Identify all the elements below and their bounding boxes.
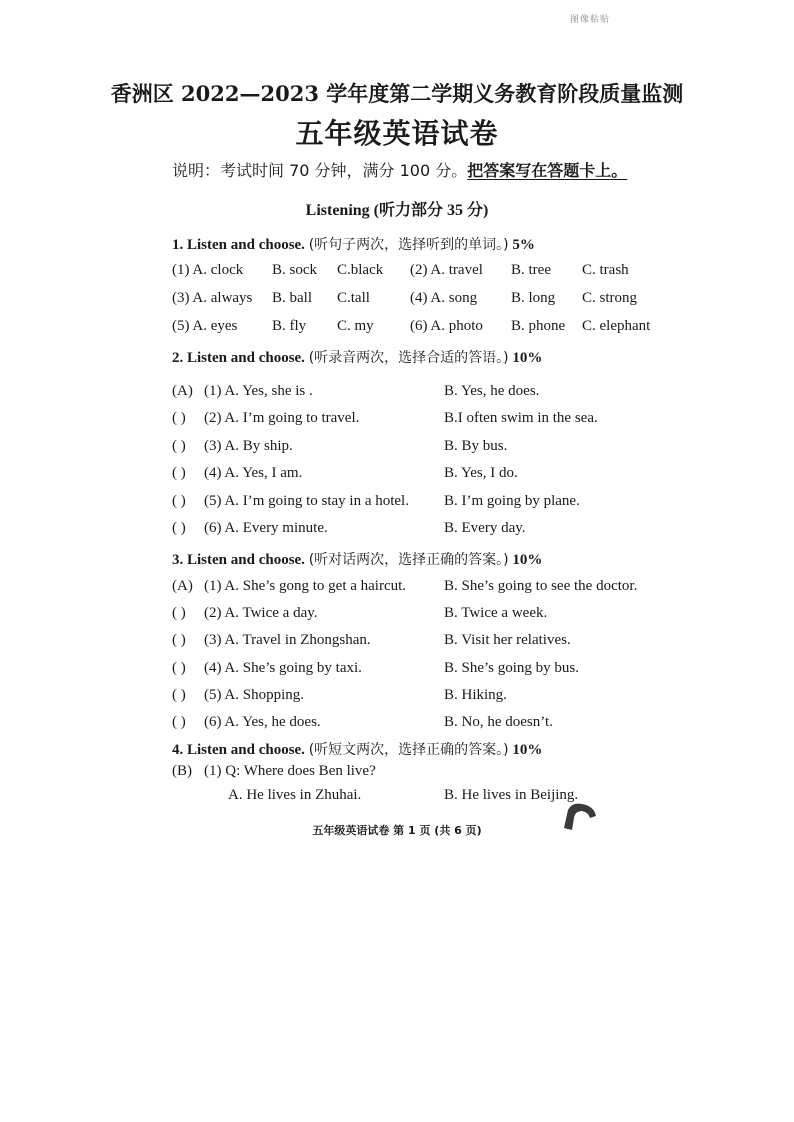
- option: B. ball: [272, 290, 312, 306]
- option: (2) A. travel: [410, 262, 483, 278]
- option: B. fly: [272, 318, 307, 334]
- choice-b: B. She’s going by bus.: [444, 660, 580, 676]
- page-footer: 五年级英语试卷 第 1 页 (共 6 页): [312, 824, 482, 837]
- choice-a: (5) A. Shopping.: [204, 687, 305, 703]
- answer-blank: ( ): [172, 465, 186, 481]
- q3-title-en: 3. Listen and choose.: [172, 552, 305, 568]
- q1-title-en: 1. Listen and choose.: [172, 237, 305, 253]
- q4-title: [172, 739, 542, 759]
- q3-title-cn: (听对话两次，选择正确的答案。): [308, 552, 509, 568]
- option: C.black: [337, 262, 384, 278]
- choice-a: (3) A. By ship.: [204, 438, 293, 454]
- q4-title-en: 4. Listen and choose.: [172, 742, 305, 758]
- choice-a: A. He lives in Zhuhai.: [228, 787, 362, 803]
- choice-a: (4) A. She’s going by taxi.: [204, 660, 362, 676]
- answer-blank: ( ): [172, 632, 186, 648]
- option: B. long: [511, 290, 556, 306]
- q1-title-cn: (听句子两次，选择听到的单词。): [308, 237, 509, 253]
- answer-blank: (A): [172, 578, 193, 594]
- option: (6) A. photo: [410, 318, 483, 334]
- choice-b: B. She’s going to see the doctor.: [444, 578, 638, 594]
- choice-b: B. Twice a week.: [444, 605, 548, 621]
- choice-a: (4) A. Yes, I am.: [204, 465, 303, 481]
- q2-points: 10%: [512, 350, 543, 366]
- choice-a: (3) A. Travel in Zhongshan.: [204, 632, 371, 648]
- choice-b: B. He lives in Beijing.: [444, 787, 579, 803]
- scan-header-text: 图像粘贴: [570, 15, 611, 25]
- choice-a: (2) A. I’m going to travel.: [204, 410, 360, 426]
- choice-b: B. Hiking.: [444, 687, 507, 703]
- answer-blank: ( ): [172, 605, 186, 621]
- q1-points: 5%: [512, 237, 535, 253]
- choice-b: B. Yes, he does.: [444, 383, 540, 399]
- q3-title: [172, 549, 542, 569]
- option: (4) A. song: [410, 290, 478, 306]
- instructions-prefix: 说明：考试时间 70 分钟，满分 100 分。: [172, 161, 468, 180]
- choice-a: (6) A. Every minute.: [204, 520, 328, 536]
- question-text: (1) Q: Where does Ben live?: [204, 763, 376, 779]
- option: C. my: [337, 318, 374, 334]
- answer-blank: (B): [172, 763, 192, 779]
- instructions-emphasis: 把答案写在答题卡上。: [467, 161, 628, 180]
- answer-blank: ( ): [172, 438, 186, 454]
- choice-b: B. Every day.: [444, 520, 526, 536]
- choice-b: B. No, he doesn’t.: [444, 714, 553, 730]
- option: C.tall: [337, 290, 370, 306]
- q4-points: 10%: [512, 742, 543, 758]
- choice-a: (1) A. Yes, she is .: [204, 383, 313, 399]
- option: C. trash: [582, 262, 629, 278]
- answer-blank: ( ): [172, 410, 186, 426]
- option: C. strong: [582, 290, 638, 306]
- choice-b: B. Yes, I do.: [444, 465, 518, 481]
- option: (1) A. clock: [172, 262, 244, 278]
- choice-a: (2) A. Twice a day.: [204, 605, 318, 621]
- choice-a: (6) A. Yes, he does.: [204, 714, 321, 730]
- listening-section-heading: Listening (听力部分 35 分): [305, 202, 489, 219]
- q4-title-cn: (听短文两次，选择正确的答案。): [308, 742, 509, 758]
- answer-blank: ( ): [172, 714, 186, 730]
- choice-a: (1) A. She’s gong to get a haircut.: [204, 578, 407, 594]
- exam-title-line1: 香洲区 2022—2023 学年度第二学期义务教育阶段质量监测: [110, 81, 684, 106]
- option: (3) A. always: [172, 290, 253, 306]
- choice-b: B.I often swim in the sea.: [444, 410, 598, 426]
- q3-points: 10%: [512, 552, 543, 568]
- q2-title: [172, 347, 542, 367]
- q2-title-cn: (听录音两次，选择合适的答语。): [308, 350, 509, 366]
- answer-blank: ( ): [172, 520, 186, 536]
- option: B. phone: [511, 318, 566, 334]
- option: B. sock: [272, 262, 317, 278]
- answer-blank: ( ): [172, 493, 186, 509]
- answer-blank: ( ): [172, 660, 186, 676]
- q2-title-en: 2. Listen and choose.: [172, 350, 305, 366]
- choice-b: B. I’m going by plane.: [444, 493, 580, 509]
- choice-a: (5) A. I’m going to stay in a hotel.: [204, 493, 409, 509]
- exam-title-line2: 五年级英语试卷: [295, 117, 499, 150]
- answer-blank: (A): [172, 383, 193, 399]
- choice-b: B. Visit her relatives.: [444, 632, 571, 648]
- option: B. tree: [511, 262, 551, 278]
- exam-instructions: [172, 158, 627, 181]
- answer-blank: ( ): [172, 687, 186, 703]
- option: C. elephant: [582, 318, 651, 334]
- choice-b: B. By bus.: [444, 438, 508, 454]
- option: (5) A. eyes: [172, 318, 238, 334]
- q1-title: [172, 234, 535, 254]
